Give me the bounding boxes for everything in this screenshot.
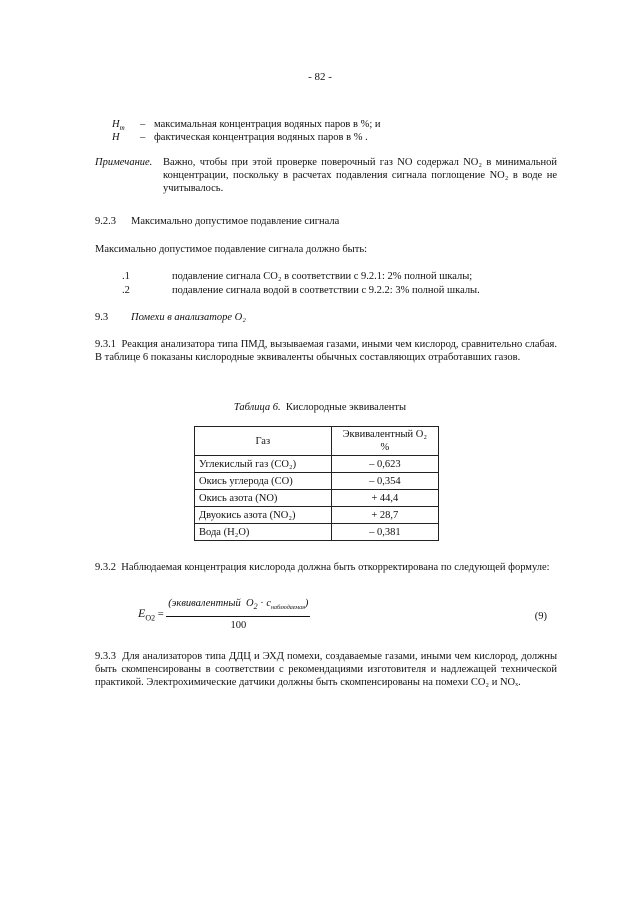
formula-number: (9) (534, 611, 547, 622)
table-row: Окись углерода (CO) – 0,354 (195, 473, 439, 490)
max-suppression-intro: Максимально допустимое подавление сигнала должно быть: (95, 244, 368, 255)
table-row: Двуокись азота (NO₂) + 28,7 (195, 507, 439, 524)
list-item: .2 подавление сигнала водой в соответствии с 9.2.2: 3% полной шкалы. (122, 285, 480, 296)
formula-numerator: (эквивалентный $O_2 \cdot c_{наблюдаемая}$) (166, 597, 310, 617)
definition-hm: $H_m$ – максимальная концентрация водяных паров в %; и (112, 118, 381, 131)
definitions-list (112, 118, 381, 144)
table-row: Углекислый газ (CO₂) – 0,623 (195, 456, 439, 473)
table-row: Окись азота (NO) + 44,4 (195, 490, 439, 507)
definition-text: максимальная концентрация водяных паров в %; и (154, 119, 381, 130)
table-caption: Таблица 6. Кислородные эквиваленты (233, 402, 407, 413)
definition-symbol: $H_m$ (112, 119, 125, 133)
list-item: .1 подавление сигнала CO₂ в соответствии с 9.2.1: 2% полной шкалы; (122, 271, 473, 282)
note-text: Важно, чтобы при этой проверке поверочный газ NO содержал NO₂ в минимальной концентрации, поскольку в расчетах подавления сигнала поглощение NO₂ в воде не учитывалось. (163, 157, 557, 194)
formula-lhs: $E_{O2}$ (138, 605, 156, 623)
definition-text: фактическая концентрация водяных паров в % . (154, 132, 368, 143)
page-number: - 82 - (308, 71, 332, 83)
table-header-row (195, 427, 439, 456)
formula-denominator: 100 (230, 620, 247, 632)
paragraph-9-3-3: 9.3.3 Для анализаторов типа ДДЦ и ЭХД помехи, создаваемые газами, иными чем кислород, должны быть скомпенсированы в соответствии с рекомендациями изготовителя и надлежащей технической практикой. Электрохимические датчики должны быть скомпенсированы на помехи CO₂ и NOₓ. (95, 651, 557, 688)
note-block (95, 156, 557, 195)
definition-h: H – фактическая концентрация водяных паров в % . (112, 132, 368, 143)
header-gas: Газ (195, 427, 332, 456)
formula-fraction (166, 597, 310, 632)
oxygen-equivalents-table (194, 426, 439, 541)
section-9-2-3-heading: 9.2.3 Максимально допустимое подавление сигнала (95, 216, 340, 227)
formula-9: $E_{O2}$ = $\frac{(эквивалентный O_2 \cdot c_{наблюдаемая})}{100}$ (138, 598, 309, 632)
section-9-3-heading: 9.3 Помехи в анализаторе O₂ (95, 312, 246, 323)
paragraph-9-3-1: 9.3.1 Реакция анализатора типа ПМД, вызываемая газами, иными чем кислород, сравнительно слабая. В таблице 6 показаны кислородные эквиваленты обычных составляющих отработавших газов. (95, 339, 557, 363)
table-row: Вода (H₂O) – 0,381 (195, 524, 439, 541)
header-equivalent: Эквивалентный O₂ % (331, 427, 438, 456)
definition-symbol: H (112, 132, 120, 143)
paragraph-9-3-2: 9.3.2 Наблюдаемая концентрация кислорода должна быть откорректирована по следующей формуле: (95, 562, 550, 573)
note-label: Примечание. (95, 157, 153, 168)
